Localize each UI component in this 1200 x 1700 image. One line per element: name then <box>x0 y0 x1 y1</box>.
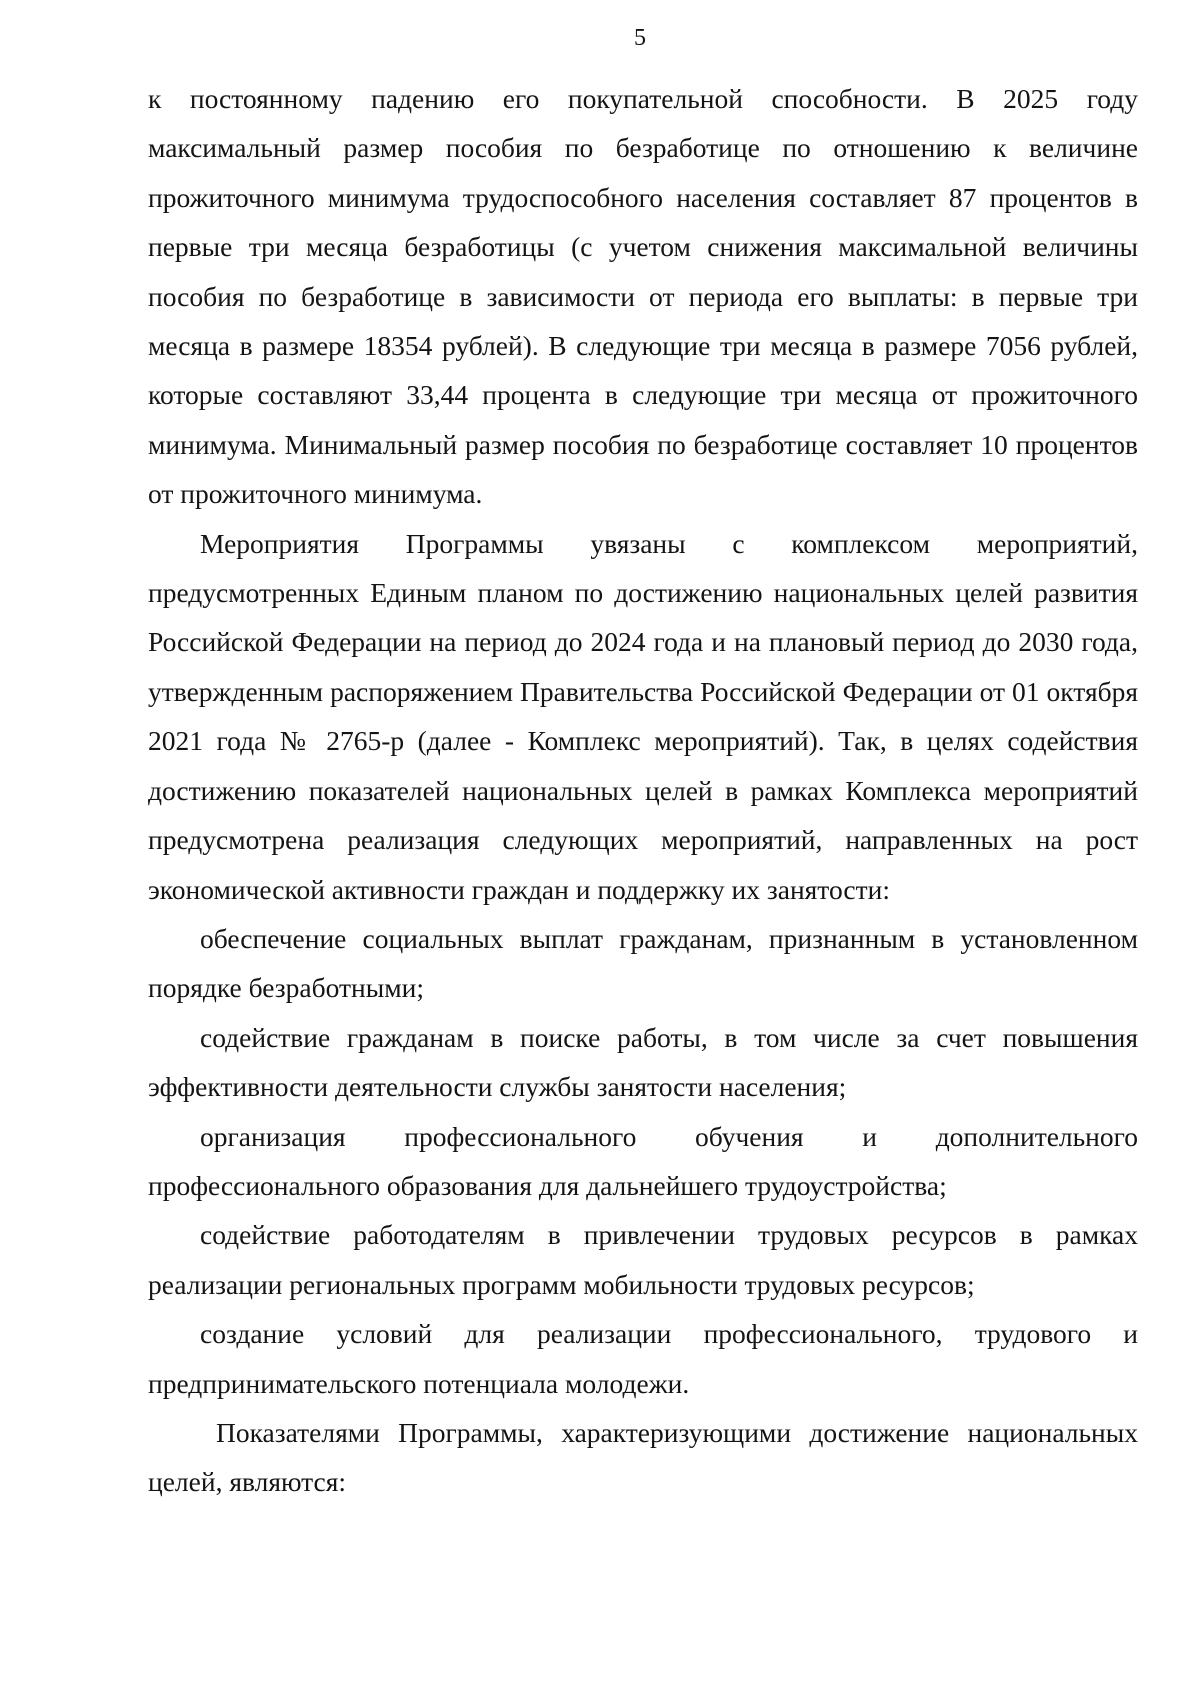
document-body <box>148 74 1138 1507</box>
list-item-job-search: содействие гражданам в поиске работы, в том числе за счет повышения эффективности деятельности службы занятости населения; <box>148 1021 1138 1103</box>
list-item-professional-training: организация профессионального обучения и дополнительного профессионального образования для дальнейшего трудоустройства; <box>148 1120 1138 1201</box>
list-item-labor-mobility: содействие работодателям в привлечении трудовых ресурсов в рамках реализации региональных программ мобильности трудовых ресурсов; <box>148 1219 1138 1300</box>
paragraph-unemployment-benefit: к постоянному падению его покупательной способности. В 2025 году максимальный размер пособия по безработице по отношению к величине прожиточного минимума трудоспособного населения составляет 87 процентов в первые три месяца безработицы (с учетом снижения максимальной величины пособия по безработице в зависимости от периода его выплаты: в первые три месяца в размере 18354 рублей). В следующие три месяца в размере 7056 рублей, которые составляют 33,44 процента в следующие три месяца от прожиточного минимума. Минимальный размер пособия по безработице составляет 10 процентов от прожиточного минимума. <box>148 83 1138 510</box>
paragraph-indicators: Показателями Программы, характеризующими достижение национальных целей, являются: <box>148 1416 1138 1498</box>
page-number: 5 <box>634 25 646 51</box>
list-item-social-payments: обеспечение социальных выплат гражданам, признанным в установленном порядке безработными; <box>148 922 1138 1004</box>
paragraph-program-measures: Мероприятия Программы увязаны с комплексом мероприятий, предусмотренных Единым планом по достижению национальных целей развития Российской Федерации на период до 2024 года и на плановый период до 2030 года, утвержденным распоряжением Правительства Российской Федерации от 01 октября 2021 года № 2765-р (далее - Комплекс мероприятий). Так, в целях содействия достижению показателей национальных целей в рамках Комплекса мероприятий предусмотрена реализация следующих мероприятий, направленных на рост экономической активности граждан и поддержку их занятости: <box>148 527 1138 905</box>
list-item-youth-potential: создание условий для реализации профессионального, трудового и предпринимательского потенциала молодежи. <box>148 1318 1138 1399</box>
